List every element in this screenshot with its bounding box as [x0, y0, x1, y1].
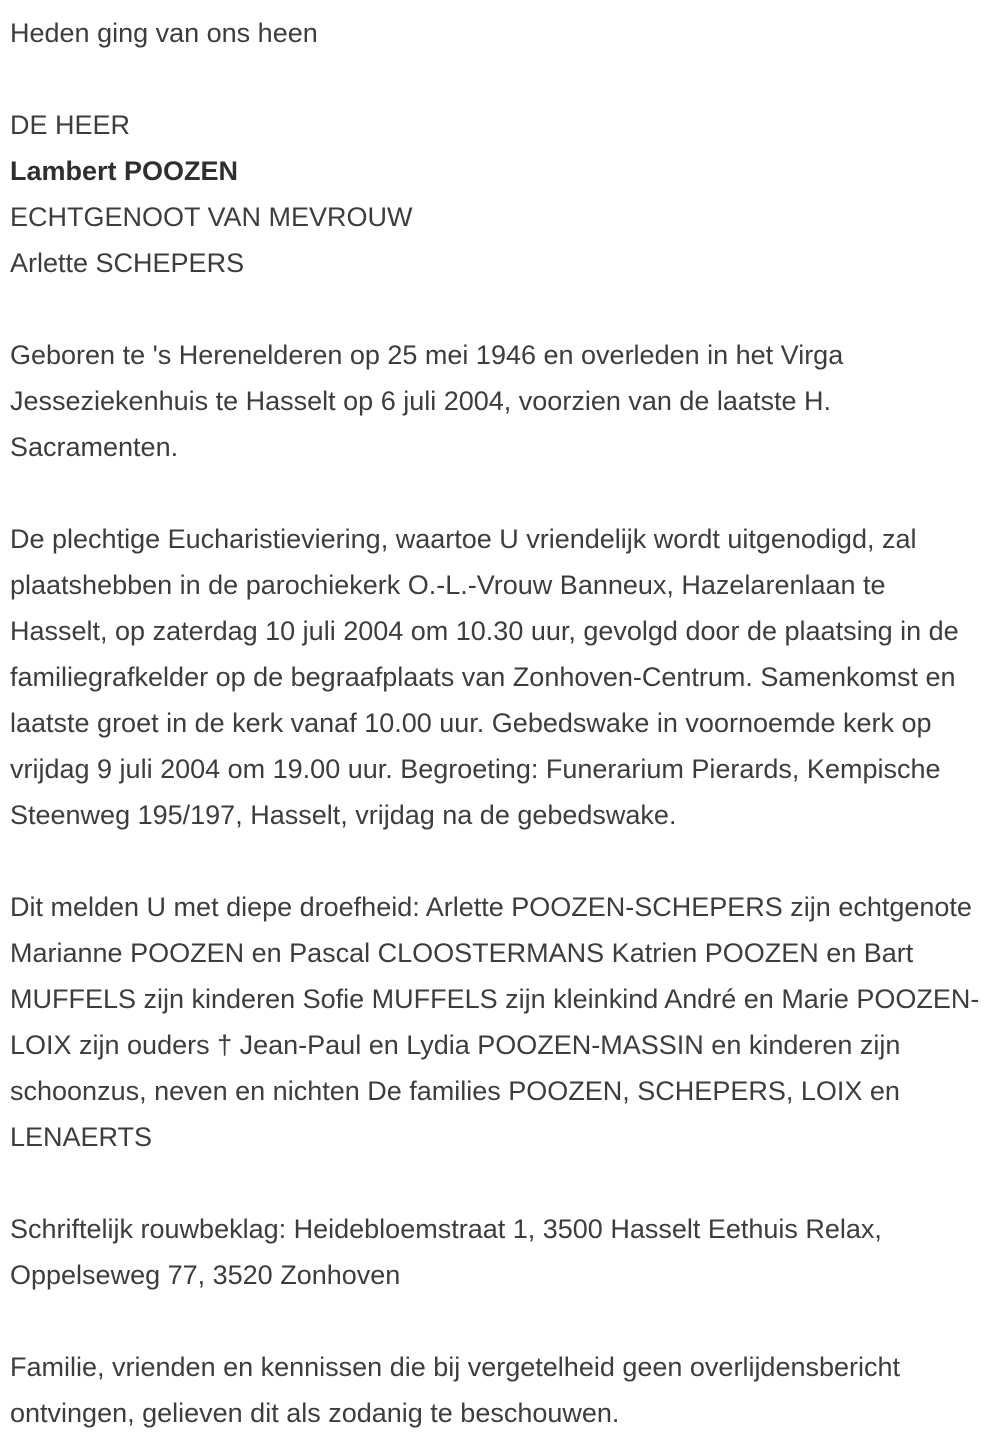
birth-death-paragraph: Geboren te 's Herenelderen op 25 mei 1946 en overleden in het Virga Jesseziekenhuis te Hasselt op 6 juli 2004, voorzien van de laatste H. Sacramenten. — [10, 340, 844, 462]
closing-paragraph: Familie, vrienden en kennissen die bij vergetelheid geen overlijdensbericht ontvingen, gelieven dit als zodanig te beschouwen. — [10, 1352, 901, 1428]
spouse-name: Arlette SCHEPERS — [10, 248, 245, 278]
deceased-header-block — [10, 102, 982, 286]
obituary-document — [10, 10, 982, 1436]
service-details-paragraph: De plechtige Eucharistieviering, waartoe U vriendelijk wordt uitgenodigd, zal plaatshebben in de parochiekerk O.-L.-Vrouw Banneux, Hazelarenlaan te Hasselt, op zaterdag 10 juli 2004 om 10.30 uur, gevolgd door de plaatsing in de familiegrafkelder op de begraafplaats van Zonhoven-Centrum. Samenkomst en laatste groet in de kerk vanaf 10.00 uur. Gebedswake in voornoemde kerk op vrijdag 9 juli 2004 om 19.00 uur. Begroeting: Funerarium Pierards, Kempische Steenweg 195/197, Hasselt, vrijdag na de gebedswake. — [10, 524, 959, 830]
salutation-line: DE HEER — [10, 110, 131, 140]
deceased-name: Lambert POOZEN — [10, 156, 239, 186]
opening-line: Heden ging van ons heen — [10, 18, 318, 48]
relation-line: ECHTGENOOT VAN MEVROUW — [10, 202, 413, 232]
family-paragraph: Dit melden U met diepe droefheid: Arlette POOZEN-SCHEPERS zijn echtgenote Marianne POOZEN en Pascal CLOOSTERMANS Katrien POOZEN en Bart MUFFELS zijn kinderen Sofie MUFFELS zijn kleinkind André en Marie POOZEN-LOIX zijn ouders † Jean-Paul en Lydia POOZEN-MASSIN en kinderen zijn schoonzus, neven en nichten De families POOZEN, SCHEPERS, LOIX en LENAERTS — [10, 892, 980, 1152]
condolence-addresses-paragraph: Schriftelijk rouwbeklag: Heidebloemstraat 1, 3500 Hasselt Eethuis Relax, Oppelseweg 77, 3520 Zonhoven — [10, 1214, 882, 1290]
